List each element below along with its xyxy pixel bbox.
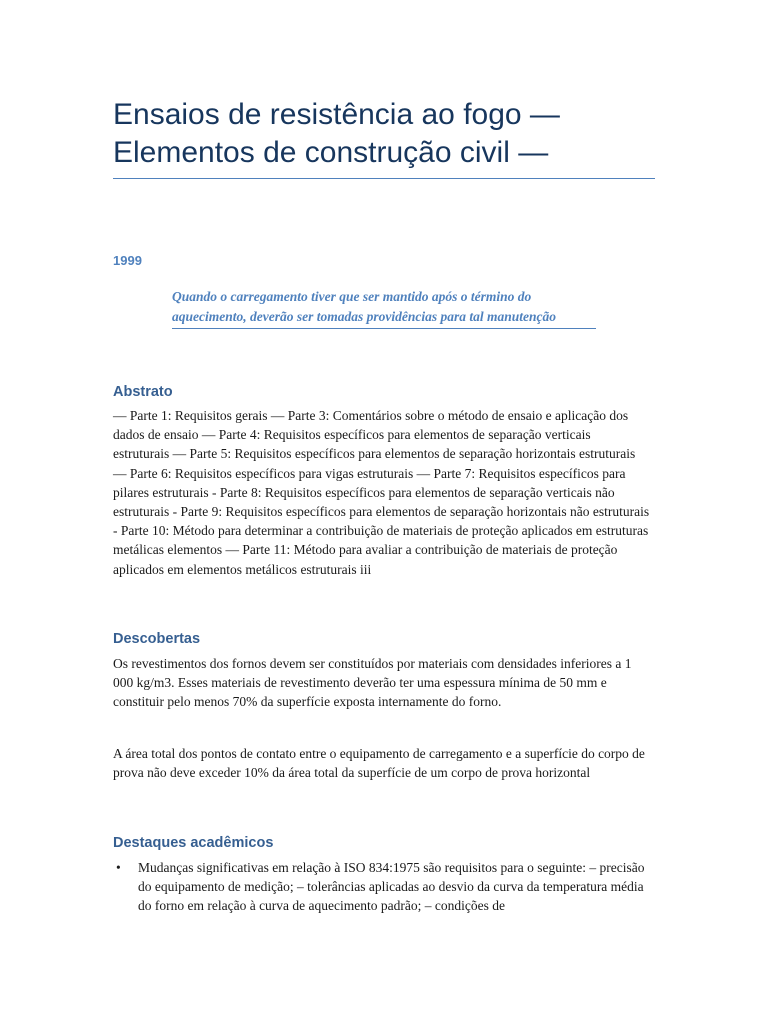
findings-paragraph-2: A área total dos pontos de contato entre o equipamento de carregamento e a superfície do corpo de prova não deve exceder 10% da área total da superfície de um corpo de prova horizontal bbox=[113, 746, 645, 781]
highlights-list bbox=[113, 858, 653, 916]
list-item bbox=[113, 858, 653, 916]
abstract-heading: Abstrato bbox=[113, 384, 173, 400]
highlights-heading: Destaques acadêmicos bbox=[113, 835, 274, 851]
findings-heading: Descobertas bbox=[113, 631, 201, 647]
highlight-text: Mudanças significativas em relação à ISO 834:1975 são requisitos para o seguinte: – precisão do equipamento de medição; – tolerâncias aplicadas ao desvio da curva da temperatura média do forno em relação à curva de aquecimento padrão; – condições de bbox=[138, 860, 645, 914]
bullet-icon: • bbox=[116, 860, 121, 875]
title-line-2: Elementos de construção civil — bbox=[113, 136, 549, 169]
findings-paragraph-1: Os revestimentos dos fornos devem ser constituídos por materiais com densidades inferiores a 1 000 kg/m3. Esses materiais de revestimento deverão ter uma espessura mínima de 50 mm e constituir pelo menos 70% da superfície exposta internamente do forno. bbox=[113, 656, 632, 710]
document-title bbox=[113, 96, 655, 172]
title-block bbox=[113, 96, 655, 179]
publication-year: 1999 bbox=[113, 253, 142, 268]
abstract-text: — Parte 1: Requisitos gerais — Parte 3: Comentários sobre o método de ensaio e aplicação dos dados de ensaio — Parte 4: Requisitos específicos para elementos de separação verticais estruturais — Parte 5: Requisitos específicos para elementos de separação horizontais estruturais — Parte 6: Requisitos específicos para vigas estruturais — Parte 7: Requisitos específicos para pilares estruturais - Parte 8: Requisitos específicos para elementos de separação verticais não estruturais - Parte 9: Requisitos específicos para elementos de separação horizontais não estruturais - Parte 10: Método para determinar a contribuição de materiais de proteção aplicados em estruturas metálicas elementos — Parte 11: Método para avaliar a contribuição de materiais de proteção aplicados em elementos metálicos estruturais iii bbox=[113, 408, 650, 577]
title-line-1: Ensaios de resistência ao fogo — bbox=[113, 98, 560, 131]
pull-quote: Quando o carregamento tiver que ser mantido após o término do aquecimento, deverão ser tomadas providências para tal manutenção bbox=[172, 287, 596, 329]
